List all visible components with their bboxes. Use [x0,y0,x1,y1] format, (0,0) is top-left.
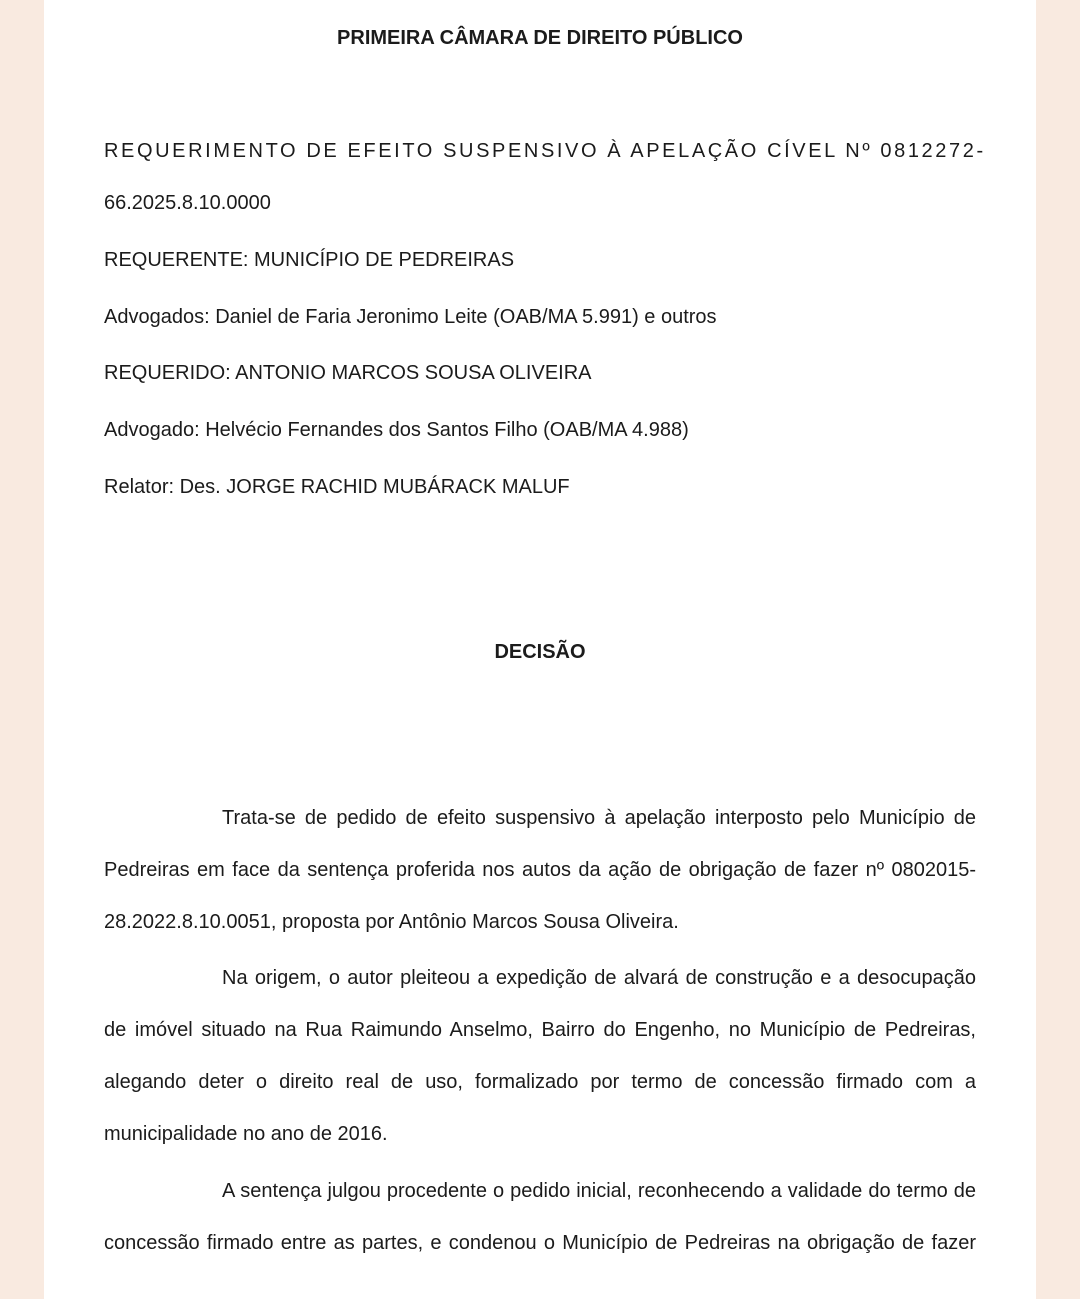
advogado-requerido: Advogado: Helvécio Fernandes dos Santos Filho (OAB/MA 4.988) [104,419,689,441]
paragraph-line: concessão firmado entre as partes, e condenou o Município de Pedreiras na obrigação de fazer [104,1232,976,1254]
paragraph-line: de imóvel situado na Rua Raimundo Anselmo, Bairro do Engenho, no Município de Pedreiras, [104,1019,976,1041]
decision-heading: DECISÃO [494,641,586,663]
paragraph-line: Na origem, o autor pleiteou a expedição de alvará de construção e a desocupação [222,967,976,989]
requerido: REQUERIDO: ANTONIO MARCOS SOUSA OLIVEIRA [104,362,592,384]
case-number-line-1: REQUERIMENTO DE EFEITO SUSPENSIVO À APELAÇÃO CÍVEL Nº 0812272- [104,140,986,162]
relator: Relator: Des. JORGE RACHID MUBÁRACK MALUF [104,476,570,498]
chamber-title: PRIMEIRA CÂMARA DE DIREITO PÚBLICO [337,27,743,49]
paragraph-line: 28.2022.8.10.0051, proposta por Antônio Marcos Sousa Oliveira. [104,911,679,933]
paragraph-line: A sentença julgou procedente o pedido inicial, reconhecendo a validade do termo de [222,1180,976,1202]
paragraph-line: Pedreiras em face da sentença proferida nos autos da ação de obrigação de fazer nº 0802015- [104,859,976,881]
paragraph-line: Trata-se de pedido de efeito suspensivo à apelação interposto pelo Município de [222,807,976,829]
advogados-requerente: Advogados: Daniel de Faria Jeronimo Leite (OAB/MA 5.991) e outros [104,306,717,328]
paragraph-line: municipalidade no ano de 2016. [104,1123,388,1145]
requerente: REQUERENTE: MUNICÍPIO DE PEDREIRAS [104,249,515,271]
paragraph-line: alegando deter o direito real de uso, formalizado por termo de concessão firmado com a [104,1071,976,1093]
case-number-line-2: 66.2025.8.10.0000 [104,192,271,214]
document-page [44,0,1036,1299]
